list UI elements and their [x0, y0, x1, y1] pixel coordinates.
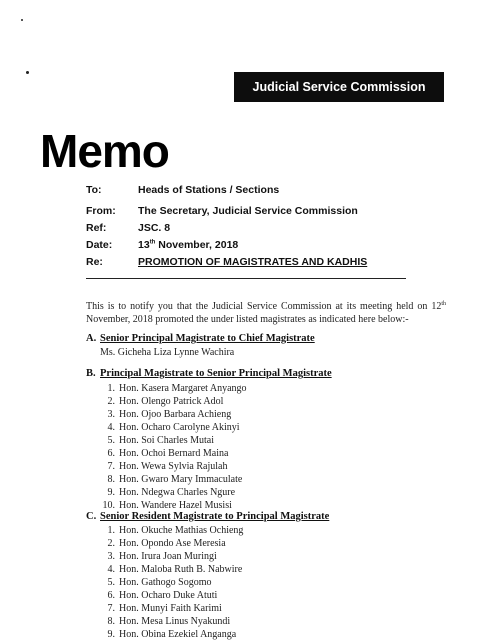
re-value: PROMOTION OF MAGISTRATES AND KADHIS [138, 256, 368, 268]
list-item [100, 447, 247, 460]
item-number: 1. [107, 525, 115, 536]
item-name: Hon. Mesa Linus Nyakundi [119, 616, 231, 627]
list-item [100, 615, 243, 628]
item-number: 7. [107, 461, 115, 472]
section-letter: B. [86, 368, 96, 379]
intro-paragraph [86, 300, 446, 326]
re-label: Re: [86, 256, 103, 268]
date-day: 13 [138, 239, 150, 251]
item-number: 5. [107, 577, 115, 588]
item-name: Hon. Ocharo Duke Atuti [119, 590, 218, 601]
ref-value: JSC. 8 [138, 222, 171, 234]
list-item [100, 395, 247, 408]
list-item [100, 434, 247, 447]
section-c-heading [86, 511, 329, 522]
to-label: To: [86, 184, 102, 196]
section-title: Principal Magistrate to Senior Principal Magistrate [100, 368, 332, 379]
list-item [100, 563, 243, 576]
list-item [100, 473, 247, 486]
section-letter: A. [86, 333, 97, 344]
list-item [100, 460, 247, 473]
item-number: 4. [107, 564, 115, 575]
section-b-heading [86, 368, 332, 379]
item-name: Hon. Opondo Ase Meresia [119, 538, 226, 549]
item-name: Hon. Wewa Sylvia Rajulah [119, 461, 228, 472]
item-number: 1. [107, 383, 115, 394]
item-number: 6. [107, 448, 115, 459]
list-item [100, 421, 247, 434]
header-divider [86, 278, 406, 279]
item-number: 8. [107, 474, 115, 485]
section-a-entry: Ms. Gicheha Liza Lynne Wachira [100, 347, 235, 358]
item-name: Hon. Munyi Faith Karimi [119, 603, 222, 614]
item-name: Hon. Gathogo Sogomo [119, 577, 212, 588]
item-number: 4. [107, 422, 115, 433]
item-number: 7. [107, 603, 115, 614]
list-item [100, 408, 247, 421]
list-item [100, 537, 243, 550]
section-a-heading [86, 333, 315, 344]
list-item [100, 550, 243, 563]
item-name: Hon. Soi Charles Mutai [119, 435, 214, 446]
section-title: Senior Resident Magistrate to Principal Magistrate [100, 511, 330, 522]
intro-part1: This is to notify you that the Judicial Service Commission at its meeting held on 12 [86, 301, 442, 312]
organization-banner: Judicial Service Commission [234, 72, 444, 102]
date-value [138, 239, 238, 251]
ref-label: Ref: [86, 222, 107, 234]
item-name: Hon. Ochoi Bernard Maina [119, 448, 229, 459]
date-rest: November, 2018 [155, 239, 239, 251]
item-number: 10. [102, 500, 115, 511]
item-number: 9. [107, 629, 115, 640]
list-item [100, 628, 243, 641]
item-number: 8. [107, 616, 115, 627]
item-name: Hon. Maloba Ruth B. Nabwire [119, 564, 243, 575]
list-item [100, 602, 243, 615]
item-name: Hon. Kasera Margaret Anyango [119, 383, 247, 394]
item-name: Hon. Olengo Patrick Adol [119, 396, 224, 407]
item-name: Hon. Wandere Hazel Musisi [119, 500, 232, 511]
item-number: 5. [107, 435, 115, 446]
item-name: Hon. Ocharo Carolyne Akinyi [119, 422, 240, 433]
to-value: Heads of Stations / Sections [138, 184, 280, 196]
section-title: Senior Principal Magistrate to Chief Magistrate [100, 333, 315, 344]
item-name: Hon. Irura Joan Muringi [119, 551, 217, 562]
item-number: 2. [107, 538, 115, 549]
item-name: Hon. Okuche Mathias Ochieng [119, 525, 244, 536]
memo-title: Memo [40, 125, 169, 177]
item-number: 3. [107, 551, 115, 562]
item-number: 9. [107, 487, 115, 498]
intro-part2: November, 2018 promoted the under listed magistrates as indicated here below:- [86, 314, 409, 325]
list-item [100, 524, 243, 537]
date-label: Date: [86, 239, 113, 251]
item-number: 2. [107, 396, 115, 407]
item-number: 6. [107, 590, 115, 601]
list-item [100, 589, 243, 602]
from-value: The Secretary, Judicial Service Commission [138, 205, 358, 217]
item-number: 3. [107, 409, 115, 420]
list-item [100, 576, 243, 589]
intro-sup: th [441, 301, 446, 307]
item-name: Hon. Ojoo Barbara Achieng [119, 409, 232, 420]
section-b-list [100, 382, 247, 512]
scan-speck [21, 19, 23, 21]
from-label: From: [86, 205, 116, 217]
list-item [100, 486, 247, 499]
list-item [100, 382, 247, 395]
scan-speck [26, 71, 29, 74]
item-name: Hon. Gwaro Mary Immaculate [119, 474, 243, 485]
item-name: Hon. Obina Ezekiel Anganga [119, 629, 237, 640]
date-suffix: th [149, 239, 156, 246]
section-c-list [100, 524, 243, 641]
item-name: Hon. Ndegwa Charles Ngure [119, 487, 236, 498]
section-letter: C. [86, 511, 97, 522]
